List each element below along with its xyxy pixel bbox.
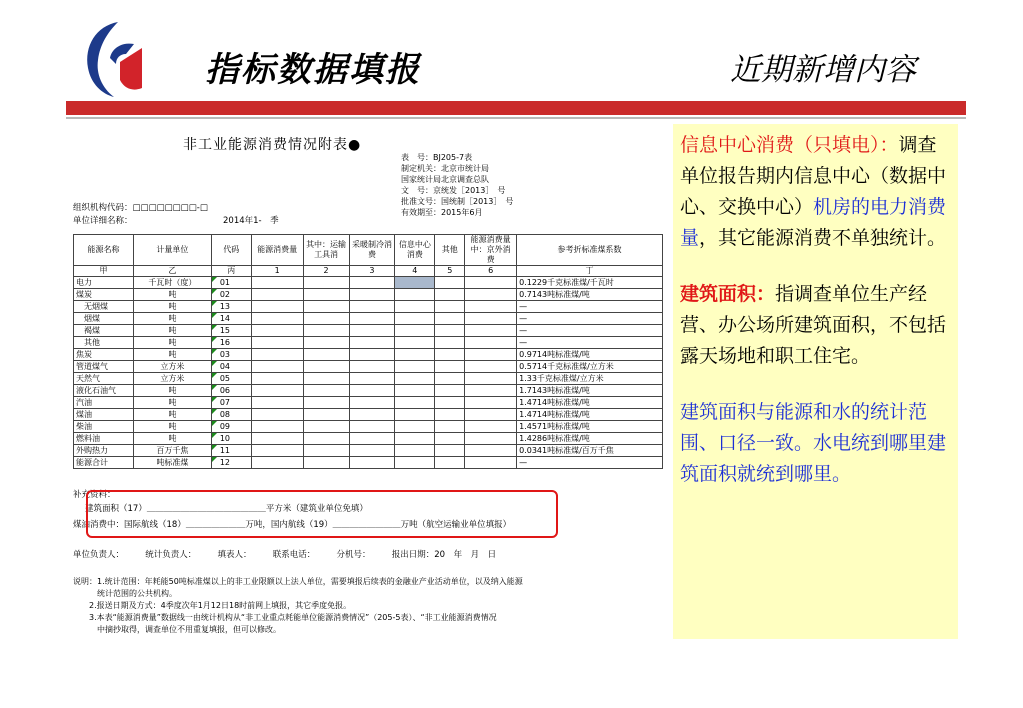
value-cell[interactable] bbox=[465, 289, 517, 301]
value-cell[interactable] bbox=[303, 313, 349, 325]
value-cell[interactable] bbox=[251, 409, 303, 421]
value-cell[interactable] bbox=[395, 445, 435, 457]
value-cell[interactable] bbox=[251, 385, 303, 397]
energy-name: 液化石油气 bbox=[74, 385, 134, 397]
energy-unit: 吨 bbox=[133, 313, 211, 325]
index-cell: 丙 bbox=[211, 266, 251, 277]
table-header: 计量单位 bbox=[133, 235, 211, 266]
energy-name: 褐煤 bbox=[74, 325, 134, 337]
value-cell[interactable] bbox=[465, 301, 517, 313]
comment-marker-icon bbox=[212, 445, 217, 450]
supplement-fuel: 煤油消费中：国际航线（18）＿＿＿＿＿＿＿万吨，国内航线（19）＿＿＿＿＿＿＿＿万吨（航空运输业单位填报） bbox=[73, 520, 512, 530]
table-row bbox=[74, 409, 663, 421]
energy-unit: 吨 bbox=[133, 421, 211, 433]
comment-marker-icon bbox=[212, 421, 217, 426]
value-cell[interactable] bbox=[395, 325, 435, 337]
energy-name: 无烟煤 bbox=[74, 301, 134, 313]
form-meta-line: 批准文号：国统制［2013］ 号 bbox=[401, 197, 514, 206]
value-cell[interactable] bbox=[465, 373, 517, 385]
value-cell[interactable] bbox=[349, 277, 395, 289]
value-cell[interactable] bbox=[435, 373, 465, 385]
table-header: 采暖制冷消费 bbox=[349, 235, 395, 266]
value-cell[interactable] bbox=[395, 409, 435, 421]
energy-unit: 立方米 bbox=[133, 361, 211, 373]
energy-code: 10 bbox=[211, 433, 251, 445]
energy-name: 电力 bbox=[74, 277, 134, 289]
note-building-area-label: 建筑面积： bbox=[680, 283, 776, 305]
section-title: 近期新增内容 bbox=[730, 52, 916, 88]
table-row bbox=[74, 325, 663, 337]
value-cell[interactable] bbox=[349, 421, 395, 433]
value-cell[interactable] bbox=[395, 301, 435, 313]
form-note-line: 统计范围的公共机构。 bbox=[73, 589, 177, 598]
table-header: 代码 bbox=[211, 235, 251, 266]
energy-name: 汽油 bbox=[74, 397, 134, 409]
supplement-title: 补充资料： bbox=[73, 490, 116, 500]
value-cell[interactable] bbox=[349, 289, 395, 301]
table-row bbox=[74, 289, 663, 301]
value-cell[interactable] bbox=[465, 409, 517, 421]
value-cell[interactable] bbox=[435, 457, 465, 469]
value-cell[interactable] bbox=[395, 373, 435, 385]
energy-code: 04 bbox=[211, 361, 251, 373]
form-note-line: 2.报送日期及方式：4季度次年1月12日18时前网上填报，其它季度免报。 bbox=[73, 601, 352, 610]
value-cell[interactable] bbox=[303, 337, 349, 349]
energy-code: 14 bbox=[211, 313, 251, 325]
form-meta-line: 国家统计局北京调查总队 bbox=[401, 175, 489, 184]
form-meta-line: 制定机关：北京市统计局 bbox=[401, 164, 489, 173]
header-divider-thin bbox=[66, 117, 966, 119]
comment-marker-icon bbox=[212, 385, 217, 390]
energy-unit: 吨 bbox=[133, 385, 211, 397]
value-cell[interactable] bbox=[395, 421, 435, 433]
value-cell[interactable] bbox=[349, 409, 395, 421]
value-cell[interactable] bbox=[303, 457, 349, 469]
comment-marker-icon bbox=[212, 337, 217, 342]
value-cell[interactable] bbox=[465, 337, 517, 349]
table-header: 参考折标准煤系数 bbox=[517, 235, 663, 266]
value-cell[interactable] bbox=[395, 289, 435, 301]
value-cell[interactable] bbox=[395, 337, 435, 349]
energy-code: 05 bbox=[211, 373, 251, 385]
value-cell[interactable] bbox=[465, 397, 517, 409]
value-cell[interactable] bbox=[465, 421, 517, 433]
index-cell: 2 bbox=[303, 266, 349, 277]
value-cell[interactable] bbox=[349, 373, 395, 385]
value-cell[interactable] bbox=[395, 397, 435, 409]
signature-line: 单位负责人： 统计负责人： 填表人： 联系电话： 分机号： 报出日期：20 年 月 日 bbox=[73, 550, 497, 560]
value-cell[interactable] bbox=[349, 337, 395, 349]
index-cell: 6 bbox=[465, 266, 517, 277]
value-cell[interactable] bbox=[435, 385, 465, 397]
index-cell: 3 bbox=[349, 266, 395, 277]
table-header: 能源名称 bbox=[74, 235, 134, 266]
energy-unit: 吨 bbox=[133, 397, 211, 409]
table-row bbox=[74, 349, 663, 361]
comment-marker-icon bbox=[212, 325, 217, 330]
energy-name: 天然气 bbox=[74, 373, 134, 385]
table-row bbox=[74, 385, 663, 397]
comment-marker-icon bbox=[212, 409, 217, 414]
energy-unit: 吨 bbox=[133, 325, 211, 337]
energy-code: 01 bbox=[211, 277, 251, 289]
table-row bbox=[74, 361, 663, 373]
value-cell[interactable] bbox=[251, 349, 303, 361]
value-cell[interactable] bbox=[303, 421, 349, 433]
company-logo-icon bbox=[80, 18, 152, 100]
value-cell[interactable] bbox=[395, 361, 435, 373]
energy-name: 焦炭 bbox=[74, 349, 134, 361]
value-cell[interactable] bbox=[251, 421, 303, 433]
form-notes bbox=[73, 576, 523, 636]
value-cell[interactable] bbox=[251, 361, 303, 373]
value-cell[interactable] bbox=[395, 457, 435, 469]
value-cell[interactable] bbox=[303, 277, 349, 289]
energy-code: 11 bbox=[211, 445, 251, 457]
table-row bbox=[74, 445, 663, 457]
index-cell: 5 bbox=[435, 266, 465, 277]
org-code: 组织机构代码：□□□□□□□□-□ bbox=[73, 203, 208, 213]
value-cell[interactable] bbox=[465, 277, 517, 289]
value-cell[interactable] bbox=[435, 397, 465, 409]
energy-code: 12 bbox=[211, 457, 251, 469]
value-cell[interactable] bbox=[395, 433, 435, 445]
value-cell[interactable] bbox=[349, 397, 395, 409]
value-cell[interactable] bbox=[395, 349, 435, 361]
energy-name: 管道煤气 bbox=[74, 361, 134, 373]
energy-form-image bbox=[73, 130, 667, 650]
conversion-coef: — bbox=[517, 457, 663, 469]
value-cell[interactable] bbox=[435, 349, 465, 361]
conversion-coef: — bbox=[517, 325, 663, 337]
value-cell[interactable] bbox=[395, 385, 435, 397]
value-cell[interactable] bbox=[303, 409, 349, 421]
value-cell[interactable] bbox=[465, 325, 517, 337]
value-cell[interactable] bbox=[435, 277, 465, 289]
value-cell[interactable] bbox=[465, 349, 517, 361]
note-building-area-text: 指调查单位生产经营、办公场所建筑面积，不包括露天场地和职工住宅。 bbox=[680, 283, 947, 367]
note-info-center-highlight: 机房的电力消费量 bbox=[680, 196, 947, 249]
value-cell[interactable] bbox=[435, 421, 465, 433]
value-cell[interactable] bbox=[251, 433, 303, 445]
comment-marker-icon bbox=[212, 277, 217, 282]
energy-name: 煤炭 bbox=[74, 289, 134, 301]
value-cell[interactable] bbox=[349, 325, 395, 337]
value-cell[interactable] bbox=[251, 277, 303, 289]
form-title: 非工业能源消费情况附表● bbox=[183, 137, 362, 153]
energy-unit: 吨 bbox=[133, 433, 211, 445]
energy-name: 外购热力 bbox=[74, 445, 134, 457]
conversion-coef: — bbox=[517, 337, 663, 349]
index-cell: 乙 bbox=[133, 266, 211, 277]
value-cell[interactable] bbox=[349, 445, 395, 457]
energy-code: 16 bbox=[211, 337, 251, 349]
value-cell[interactable] bbox=[435, 337, 465, 349]
value-cell[interactable] bbox=[349, 361, 395, 373]
energy-unit: 吨 bbox=[133, 349, 211, 361]
conversion-coef: 1.4714吨标准煤/吨 bbox=[517, 397, 663, 409]
comment-marker-icon bbox=[212, 289, 217, 294]
energy-name: 柴油 bbox=[74, 421, 134, 433]
value-cell[interactable] bbox=[349, 457, 395, 469]
value-cell[interactable] bbox=[465, 433, 517, 445]
note-scope: 建筑面积与能源和水的统计范围、口径一致。水电统到哪里建筑面积就统到哪里。 bbox=[680, 401, 947, 485]
energy-unit: 吨 bbox=[133, 289, 211, 301]
index-cell: 4 bbox=[395, 266, 435, 277]
value-cell[interactable] bbox=[395, 313, 435, 325]
highlight-box bbox=[86, 490, 558, 538]
value-cell[interactable] bbox=[251, 325, 303, 337]
comment-marker-icon bbox=[212, 397, 217, 402]
comment-marker-icon bbox=[212, 361, 217, 366]
value-cell[interactable] bbox=[435, 289, 465, 301]
note-info-center bbox=[680, 130, 954, 254]
form-meta-line: 表 号：BJ205-7表 bbox=[401, 153, 473, 162]
comment-marker-icon bbox=[212, 373, 217, 378]
table-header: 其他 bbox=[435, 235, 465, 266]
conversion-coef: 1.4571吨标准煤/吨 bbox=[517, 421, 663, 433]
energy-name: 其他 bbox=[74, 337, 134, 349]
value-cell[interactable] bbox=[435, 361, 465, 373]
header-divider bbox=[66, 101, 966, 115]
note-info-center-text: 调查单位报告期内信息中心（数据中心、交换中心） bbox=[680, 134, 947, 218]
table-header: 其中：运输工具消 bbox=[303, 235, 349, 266]
value-cell[interactable] bbox=[435, 313, 465, 325]
value-cell[interactable] bbox=[349, 349, 395, 361]
value-cell[interactable] bbox=[303, 385, 349, 397]
value-cell[interactable] bbox=[435, 445, 465, 457]
value-cell[interactable] bbox=[251, 397, 303, 409]
comment-marker-icon bbox=[212, 313, 217, 318]
conversion-coef: 0.5714千克标准煤/立方米 bbox=[517, 361, 663, 373]
form-meta-line: 有效期至：2015年6月 bbox=[401, 208, 483, 217]
conversion-coef: 1.4714吨标准煤/吨 bbox=[517, 409, 663, 421]
value-cell[interactable] bbox=[465, 361, 517, 373]
form-note-line: 说明：1.统计范围：年耗能50吨标准煤以上的非工业限额以上法人单位，需要填报后续表的金融业产业活动单位，以及纳入能源 bbox=[73, 577, 523, 586]
value-cell[interactable] bbox=[251, 313, 303, 325]
index-cell: 1 bbox=[251, 266, 303, 277]
conversion-coef: 0.1229千克标准煤/千瓦时 bbox=[517, 277, 663, 289]
index-cell: 丁 bbox=[517, 266, 663, 277]
energy-code: 09 bbox=[211, 421, 251, 433]
conversion-coef: 1.4286吨标准煤/吨 bbox=[517, 433, 663, 445]
comment-marker-icon bbox=[212, 457, 217, 462]
energy-unit: 吨 bbox=[133, 409, 211, 421]
value-cell[interactable] bbox=[435, 301, 465, 313]
value-cell[interactable] bbox=[303, 445, 349, 457]
conversion-coef: — bbox=[517, 313, 663, 325]
unit-name: 单位详细名称： bbox=[73, 216, 133, 226]
value-cell[interactable] bbox=[303, 373, 349, 385]
energy-code: 02 bbox=[211, 289, 251, 301]
note-box bbox=[673, 124, 958, 639]
value-cell[interactable] bbox=[303, 361, 349, 373]
report-period: 2014年1- 季 bbox=[223, 216, 279, 226]
energy-code: 07 bbox=[211, 397, 251, 409]
energy-code: 13 bbox=[211, 301, 251, 313]
energy-name: 燃料油 bbox=[74, 433, 134, 445]
index-cell: 甲 bbox=[74, 266, 134, 277]
conversion-coef: 0.9714吨标准煤/吨 bbox=[517, 349, 663, 361]
value-cell[interactable] bbox=[465, 313, 517, 325]
note-info-center-label: 信息中心消费（只填电）： bbox=[680, 134, 899, 156]
value-cell[interactable] bbox=[303, 433, 349, 445]
table-row bbox=[74, 397, 663, 409]
energy-unit: 千瓦时（度） bbox=[133, 277, 211, 289]
table-row bbox=[74, 373, 663, 385]
value-cell[interactable] bbox=[303, 397, 349, 409]
energy-unit: 立方米 bbox=[133, 373, 211, 385]
value-cell[interactable] bbox=[465, 385, 517, 397]
table-row bbox=[74, 433, 663, 445]
value-cell[interactable] bbox=[251, 445, 303, 457]
energy-unit: 百万千焦 bbox=[133, 445, 211, 457]
energy-name: 烟煤 bbox=[74, 313, 134, 325]
energy-code: 06 bbox=[211, 385, 251, 397]
energy-name: 煤油 bbox=[74, 409, 134, 421]
page-title: 指标数据填报 bbox=[205, 50, 421, 90]
value-cell[interactable] bbox=[435, 433, 465, 445]
value-cell[interactable] bbox=[251, 457, 303, 469]
value-cell[interactable] bbox=[465, 445, 517, 457]
conversion-coef: 0.7143吨标准煤/吨 bbox=[517, 289, 663, 301]
table-header: 信息中心消费 bbox=[395, 235, 435, 266]
conversion-coef: 0.0341吨标准煤/百万千焦 bbox=[517, 445, 663, 457]
value-cell[interactable] bbox=[349, 385, 395, 397]
value-cell[interactable] bbox=[435, 409, 465, 421]
supplement-area: 建筑面积（17）＿＿＿＿＿＿＿＿＿＿＿＿＿＿平方米（建筑业单位免填） bbox=[85, 504, 368, 514]
value-cell[interactable] bbox=[251, 301, 303, 313]
energy-name: 能源合计 bbox=[74, 457, 134, 469]
table-row bbox=[74, 421, 663, 433]
value-cell[interactable] bbox=[349, 301, 395, 313]
value-cell[interactable] bbox=[303, 325, 349, 337]
energy-unit: 吨标准煤 bbox=[133, 457, 211, 469]
energy-code: 15 bbox=[211, 325, 251, 337]
table-row bbox=[74, 301, 663, 313]
form-meta-line: 文 号：京统发［2013］ 号 bbox=[401, 186, 506, 195]
value-cell[interactable] bbox=[465, 457, 517, 469]
energy-unit: 吨 bbox=[133, 337, 211, 349]
form-note-line: 3.本表“能源消费量”数据线一由统计机构从“非工业重点耗能单位能源消费情况”（205-5表）、“非工业能源消费情况 bbox=[73, 613, 497, 622]
energy-table bbox=[73, 234, 663, 469]
energy-code: 03 bbox=[211, 349, 251, 361]
conversion-coef: — bbox=[517, 301, 663, 313]
conversion-coef: 1.33千克标准煤/立方米 bbox=[517, 373, 663, 385]
value-cell[interactable] bbox=[349, 433, 395, 445]
form-meta bbox=[401, 152, 513, 218]
value-cell[interactable] bbox=[435, 325, 465, 337]
table-row bbox=[74, 457, 663, 469]
value-cell[interactable] bbox=[395, 277, 435, 289]
table-header: 能源消费量 bbox=[251, 235, 303, 266]
comment-marker-icon bbox=[212, 349, 217, 354]
conversion-coef: 1.7143吨标准煤/吨 bbox=[517, 385, 663, 397]
table-row bbox=[74, 277, 663, 289]
note-info-center-text2: ，其它能源消费不单独统计。 bbox=[699, 227, 947, 249]
value-cell[interactable] bbox=[251, 373, 303, 385]
value-cell[interactable] bbox=[303, 289, 349, 301]
energy-code: 08 bbox=[211, 409, 251, 421]
value-cell[interactable] bbox=[251, 337, 303, 349]
form-note-line: 中摘抄取得，调查单位不用重复填报，但可以修改。 bbox=[73, 625, 281, 634]
comment-marker-icon bbox=[212, 433, 217, 438]
table-header: 能源消费量中：京外消费 bbox=[465, 235, 517, 266]
table-row bbox=[74, 313, 663, 325]
value-cell[interactable] bbox=[303, 349, 349, 361]
value-cell[interactable] bbox=[251, 289, 303, 301]
energy-unit: 吨 bbox=[133, 301, 211, 313]
table-row bbox=[74, 337, 663, 349]
value-cell[interactable] bbox=[303, 301, 349, 313]
comment-marker-icon bbox=[212, 301, 217, 306]
note-building-area bbox=[680, 279, 954, 372]
value-cell[interactable] bbox=[349, 313, 395, 325]
